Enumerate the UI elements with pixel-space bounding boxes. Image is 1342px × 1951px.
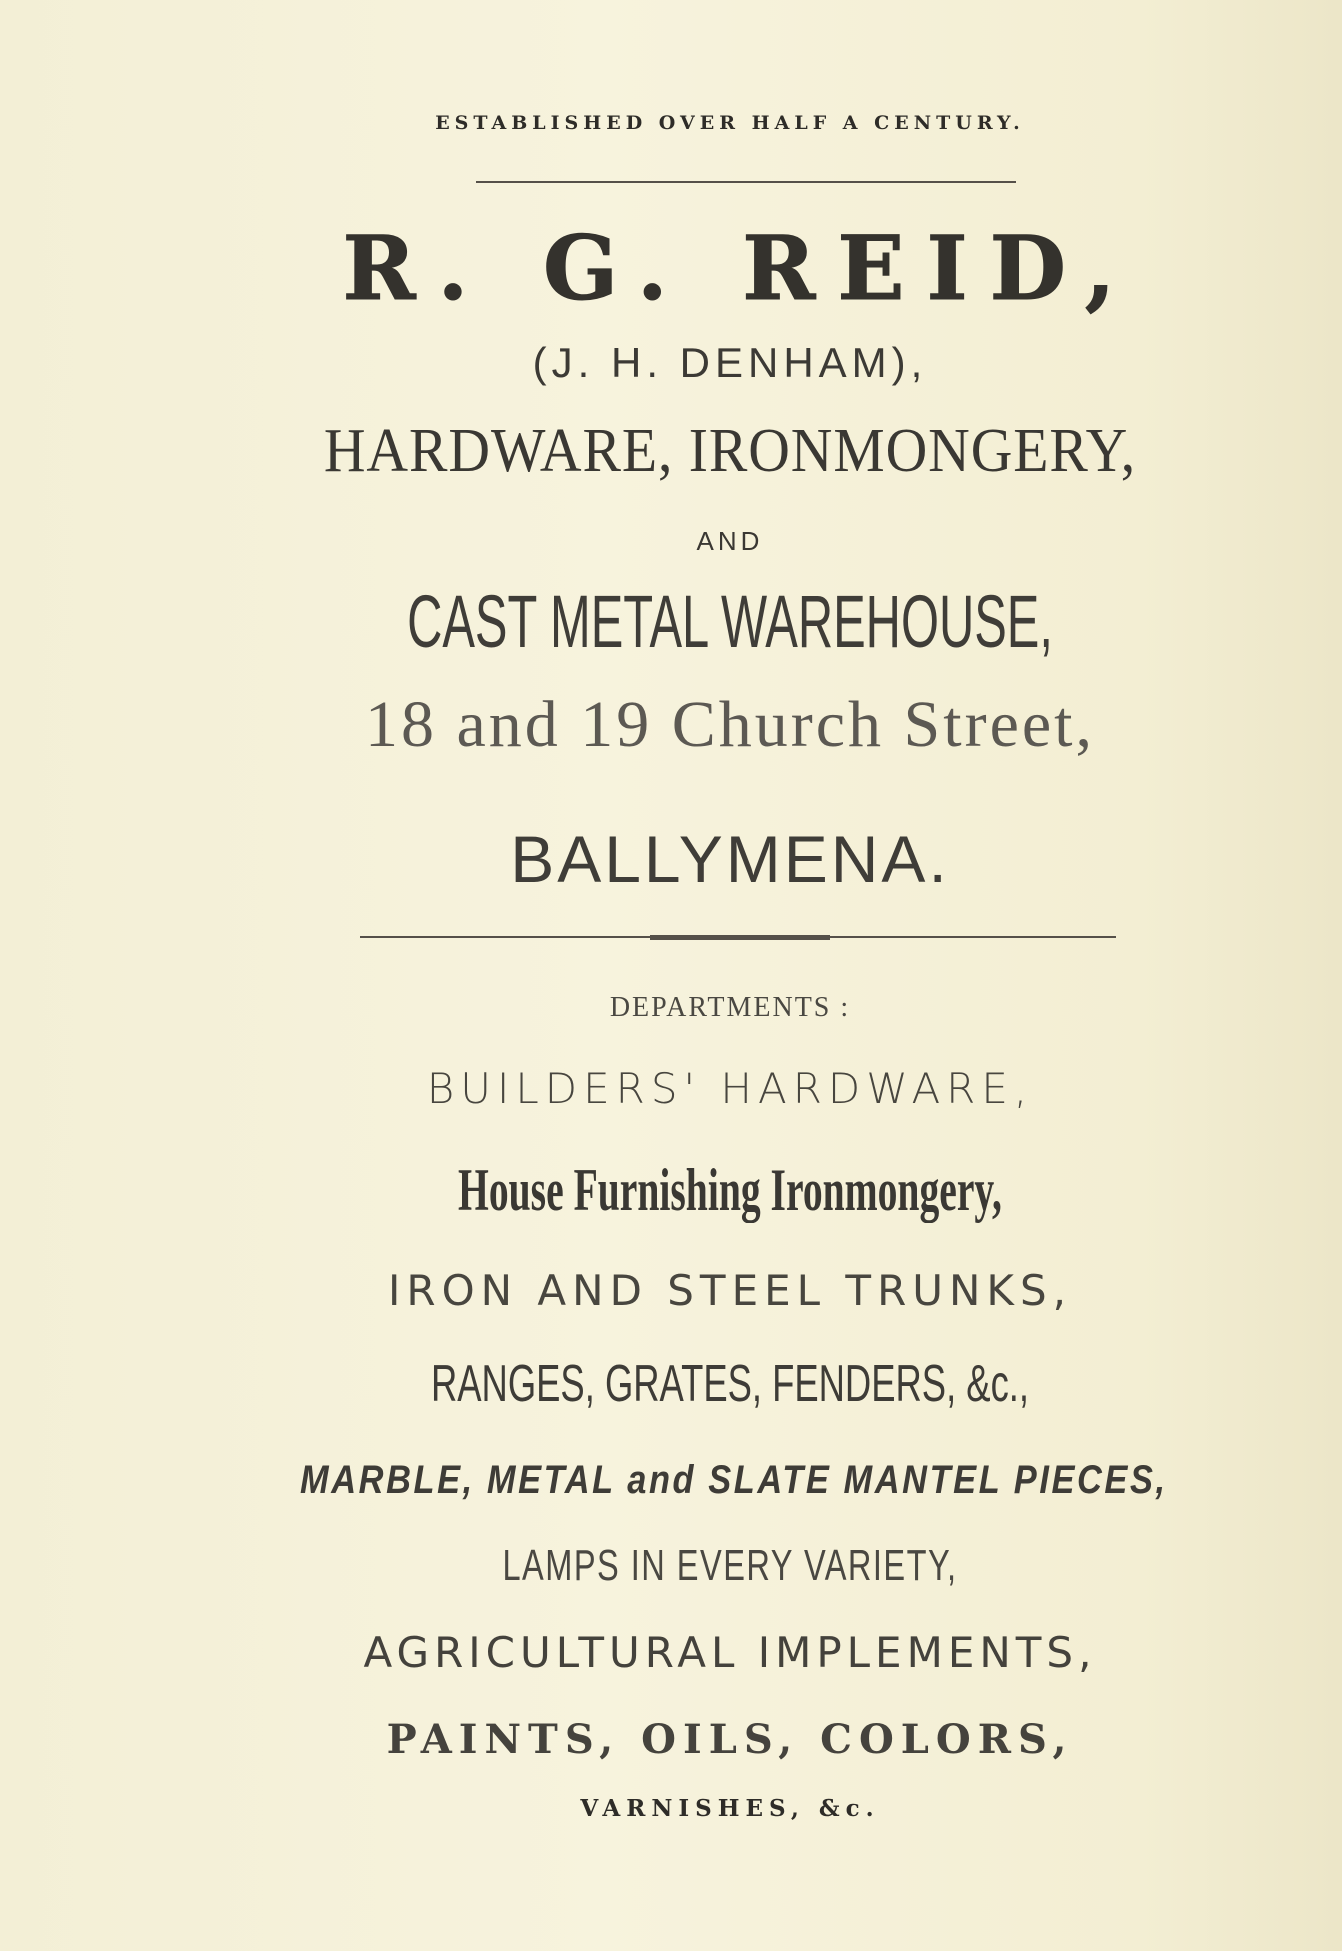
department-item: RANGES, GRATES, FENDERS, &c., — [430, 1355, 1029, 1413]
middle-divider-accent — [650, 935, 830, 940]
department-item: MARBLE, METAL and SLATE MANTEL PIECES, — [300, 1458, 1168, 1502]
established-tagline: ESTABLISHED OVER HALF A CENTURY. — [435, 112, 1025, 134]
department-item: House Furnishing Ironmongery, — [458, 1157, 1002, 1223]
conjunction-text: AND — [696, 526, 764, 556]
top-divider — [476, 181, 1016, 183]
proprietor-name: (J. H. DENHAM), — [532, 339, 928, 386]
street-address: 18 and 19 Church Street, — [364, 688, 1096, 761]
department-item: LAMPS IN EVERY VARIETY, — [502, 1541, 958, 1590]
department-item: AGRICULTURAL IMPLEMENTS, — [363, 1628, 1097, 1677]
department-item: PAINTS, OILS, COLORS, — [386, 1716, 1074, 1763]
town-name: BALLYMENA. — [510, 822, 950, 896]
departments-heading: DEPARTMENTS : — [609, 992, 851, 1023]
department-item: VARNISHES, &c. — [580, 1795, 880, 1822]
business-name: R. G. REID, — [342, 216, 1138, 320]
warehouse-heading: CAST METAL WAREHOUSE, — [407, 580, 1053, 663]
trade-heading: HARDWARE, IRONMONGERY, — [323, 417, 1137, 485]
department-item: IRON AND STEEL TRUNKS, — [388, 1266, 1072, 1315]
department-item: BUILDERS' HARDWARE, — [426, 1064, 1034, 1113]
